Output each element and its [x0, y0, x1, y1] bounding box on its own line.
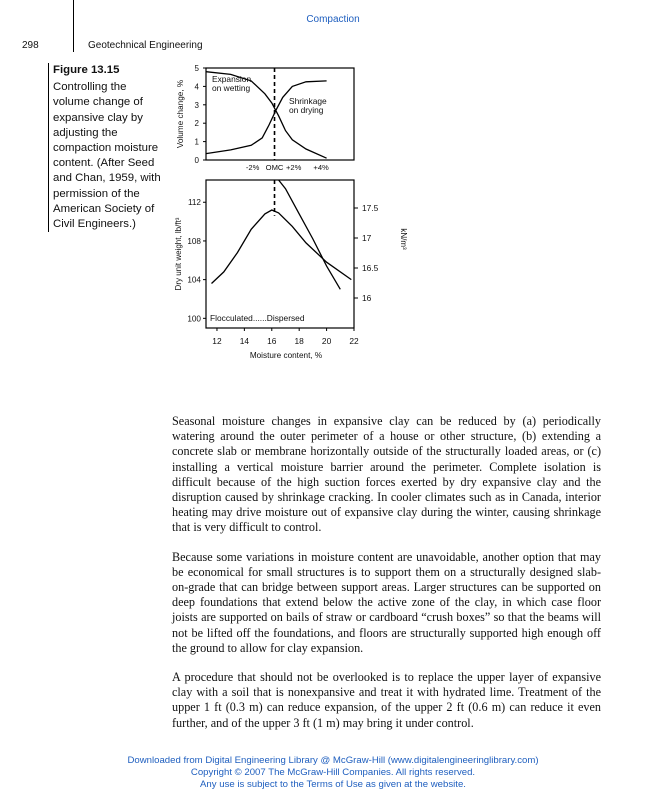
body-text — [172, 414, 601, 745]
body-paragraph: A procedure that should not be overlooked is to replace the upper layer of expansive clay with a soil that is nonexpansive and treat it with hydrated lime. Treatment of the upper 1 ft (0.3 m) can reduce expansion, of the upper 2 ft (0.6 m) can reduce it even further, and of the upper 3 ft (1 m) may bring it under control. — [172, 670, 601, 730]
top-x-tick-label: +4% — [313, 163, 329, 172]
figure-caption-block — [48, 63, 165, 232]
bottom-x-tick-label: 22 — [349, 336, 359, 346]
figure-number: Figure 13.15 — [53, 64, 120, 76]
bottom-y-tick-label: 112 — [187, 198, 201, 208]
right-y-tick-label: 16.5 — [362, 263, 379, 273]
bottom-x-tick-label: 20 — [321, 336, 332, 346]
top-y-tick-label: 2 — [194, 119, 199, 129]
body-paragraph: Seasonal moisture changes in expansive clay can be reduced by (a) periodically watering around the outer perimeter of a house or other structure, (b) extending a concrete slab or membrane horizontally outside of the structurally loaded areas, or (c) installing a vertical moisture barrier around the perimeter. Complete isolation is difficult because of the high suction forces exerted by dry expansive clay and the disruption caused by shrinkage cracking. In cooler climates such as in Canada, interior heating may drive moisture out of expansive clay during the winter, causing shrinkage that is very difficult to control. — [172, 414, 601, 535]
right-y-tick-label: 17.5 — [362, 203, 379, 213]
bottom-y-tick-label: 104 — [187, 275, 201, 285]
bottom-panel-frame — [206, 180, 354, 328]
top-y-tick-label: 3 — [194, 100, 199, 110]
flocculated-dispersed-label: Flocculated......Dispersed — [210, 313, 305, 323]
compaction-curve-2 — [279, 180, 341, 289]
shrinkage-label: Shrinkage — [289, 96, 327, 106]
shrinkage-label-2: on drying — [289, 105, 324, 115]
book-title: Geotechnical Engineering — [88, 40, 203, 51]
bottom-x-tick-label: 16 — [267, 336, 277, 346]
figure-caption: Controlling the volume change of expansive clay by adjusting the compaction moisture content. (After Seed and Chan, 1959, with permission of the American Society of Civil Engineers.) — [53, 81, 161, 231]
page-footer — [0, 755, 666, 792]
body-paragraph: Because some variations in moisture content are unavoidable, another option that may be economical for small structures is to support them on a structurally designed slab-on-grade that can bridge between support areas. Larger structures can be supported on deep foundations that extend below the active zone of the clay, in which case floor joists are supported on bails of straw or cardboard “crush boxes” so that the beams will not be lifted off the foundations, and floors are structurally supported high enough off the ground to allow for clay expansion. — [172, 549, 601, 655]
bottom-x-tick-label: 12 — [212, 336, 222, 346]
bottom-x-tick-label: 14 — [239, 336, 250, 346]
bottom-x-tick-label: 18 — [294, 336, 304, 346]
expansion-label-2: on wetting — [212, 83, 251, 93]
top-y-tick-label: 4 — [194, 82, 199, 92]
bottom-y-tick-label: 100 — [187, 314, 201, 324]
header-rule — [73, 0, 74, 52]
right-y-axis-label: kN/m³ — [399, 228, 408, 250]
top-x-tick-label: OMC — [265, 163, 284, 172]
top-y-axis-label: Volume change, % — [176, 79, 185, 149]
running-head-title: Compaction — [306, 14, 360, 25]
footer-copyright-line: Copyright © 2007 The McGraw-Hill Companies. All rights reserved. — [190, 767, 476, 779]
top-y-tick-label: 0 — [194, 156, 199, 165]
right-y-tick-label: 17 — [362, 233, 372, 243]
expansion-label: Expansion — [212, 74, 252, 84]
bottom-y-tick-label: 108 — [187, 236, 201, 246]
top-x-tick-label: +2% — [285, 163, 302, 172]
footer-download-line: Downloaded from Digital Engineering Library @ McGraw-Hill (www.digitalengineeringlibrary.com) — [127, 755, 539, 766]
top-y-tick-label: 5 — [194, 64, 199, 73]
bottom-x-axis-label: Moisture content, % — [249, 351, 323, 360]
page-number: 298 — [22, 40, 39, 51]
top-y-tick-label: 1 — [194, 137, 199, 147]
footer-terms-line: Any use is subject to the Terms of Use as given at the website. — [200, 779, 466, 791]
bottom-y-axis-label: Dry unit weight, lb/ft³ — [174, 217, 183, 291]
top-x-tick-label: -2% — [245, 163, 260, 172]
right-y-tick-label: 16 — [362, 293, 372, 303]
figure-13-15-chart — [168, 58, 428, 370]
